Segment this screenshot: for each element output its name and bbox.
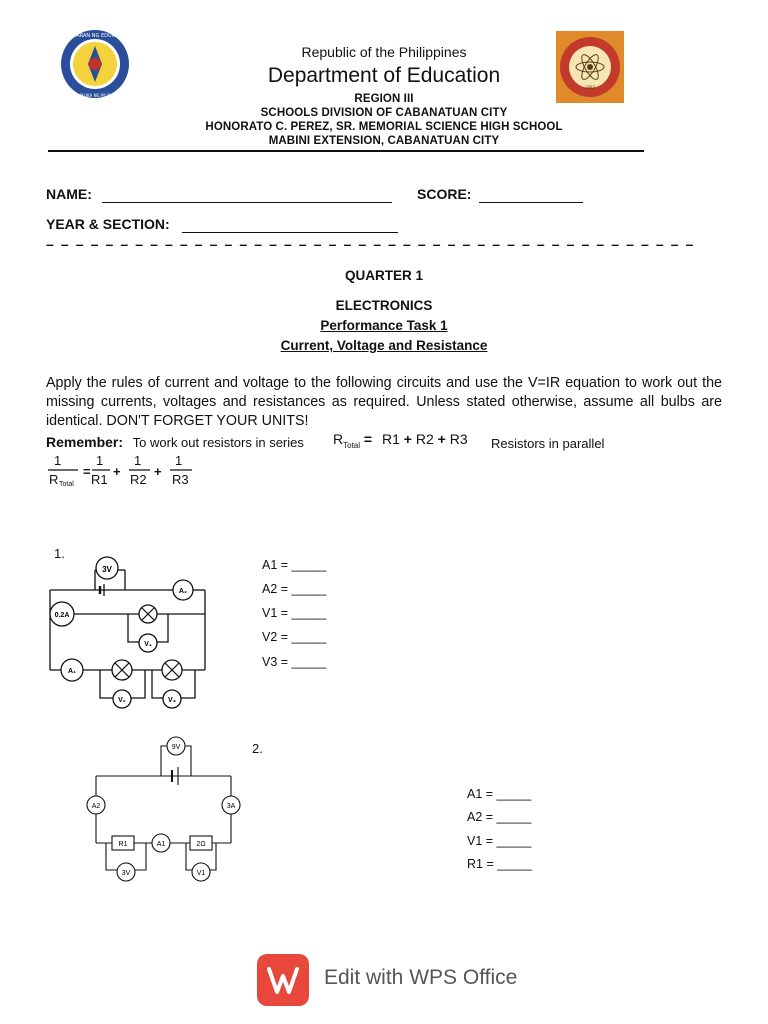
r-total-subscript: Total — [343, 440, 361, 450]
r2-term: R2 — [415, 431, 434, 447]
denominator-r1: R1 — [91, 472, 108, 487]
battery2-label: 9V — [171, 744, 181, 751]
p1-answer-v1: V1 = _____ — [262, 606, 327, 620]
numerator-r1: 1 — [96, 453, 104, 468]
p2-answer-r1: R1 = _____ — [467, 857, 532, 871]
circuit-diagram-1 — [40, 552, 220, 717]
denominator-r3: R3 — [172, 472, 189, 487]
score-field[interactable] — [479, 202, 583, 203]
ammeter2-a2-label: A2 — [91, 803, 101, 810]
school-heading: HONORATO C. PEREZ, SR. MEMORIAL SCIENCE HIGH SCHOOL — [205, 121, 563, 133]
dashed-separator: – – – – – – – – – – – – – – – – – – – – – – – – – – – – – – – – – – – – – – – – – – – – — [46, 236, 696, 252]
r-total-symbol: R — [333, 431, 344, 447]
wps-edit-text: Edit with WPS Office — [324, 966, 518, 989]
year-section-field[interactable] — [182, 232, 398, 233]
r3-term: R3 — [449, 431, 468, 447]
year-section-label: YEAR & SECTION: — [46, 216, 170, 232]
task-title: Performance Task 1 — [320, 318, 448, 333]
ammeter2-a3-label: 3A — [226, 803, 236, 810]
voltmeter2-v1-label: V1 — [196, 870, 206, 877]
remember-line — [46, 434, 304, 450]
plus-sign: + — [403, 431, 412, 447]
subject-title: ELECTRONICS — [335, 298, 433, 313]
name-label: NAME: — [46, 186, 92, 202]
ammeter2-a1-label: A1 — [156, 841, 166, 848]
wps-banner[interactable] — [0, 952, 768, 1008]
r1-term: R1 — [382, 431, 400, 447]
header-divider — [48, 150, 644, 152]
formula-plus: + — [113, 464, 121, 479]
series-formula — [333, 431, 468, 450]
region-heading: REGION III — [354, 93, 414, 105]
division-heading: SCHOOLS DIVISION OF CABANATUAN CITY — [260, 107, 508, 119]
plus-sign: + — [437, 431, 446, 447]
numerator-r2: 1 — [134, 453, 142, 468]
p1-answer-a2: A2 = _____ — [262, 582, 327, 596]
voltmeter-v2-label: V₂ — [118, 697, 126, 704]
denominator-total: R — [49, 472, 59, 487]
ammeter-current-label: 0.2A — [54, 612, 70, 619]
p2-answer-v1: V1 = _____ — [467, 834, 532, 848]
topic-title: Current, Voltage and Resistance — [280, 338, 488, 353]
p2-answer-a2: A2 = _____ — [467, 810, 532, 824]
denominator-r2: R2 — [130, 472, 147, 487]
parallel-text: Resistors in parallel — [491, 436, 605, 451]
battery-label: 3V — [102, 565, 112, 574]
department-heading: Department of Education — [267, 64, 501, 87]
equals-sign: = — [363, 431, 373, 447]
instructions-paragraph: Apply the rules of current and voltage to the following circuits and use the V=IR equation to work out the missing currents, voltages and resistances as required. Unless stated otherwise, assume all bulbs are identical. DON'T FORGET YOUR UNITS! — [46, 375, 722, 429]
republic-heading: Republic of the Philippines — [301, 44, 467, 60]
p1-answer-a1: A1 = _____ — [262, 558, 327, 572]
circuit-diagram-2 — [86, 728, 241, 888]
resistor-r1-label: R1 — [118, 841, 128, 848]
denominator-total-sub: Total — [59, 481, 74, 488]
ammeter-a2-label: A₂ — [178, 588, 188, 595]
formula-plus: + — [154, 464, 162, 479]
voltmeter-v3-label: V₃ — [168, 697, 176, 704]
quarter-title: QUARTER 1 — [344, 268, 423, 283]
resistor-2ohm-label: 2Ω — [196, 841, 206, 848]
numerator-total: 1 — [54, 453, 62, 468]
p1-answer-v3: V3 = _____ — [262, 655, 327, 669]
voltmeter2-3v-label: 3V — [121, 870, 131, 877]
p1-answer-v2: V2 = _____ — [262, 630, 327, 644]
ammeter-a1-label: A₁ — [68, 668, 76, 675]
remember-label: Remember: — [46, 434, 124, 450]
address-heading: MABINI EXTENSION, CABANATUAN CITY — [268, 135, 500, 147]
name-field[interactable] — [102, 202, 392, 203]
seal-subtext: REPUBLIKA NG PILIPINAS — [70, 93, 120, 98]
formula-equals: = — [83, 464, 91, 479]
score-label: SCORE: — [417, 186, 472, 202]
seal-text: KAGAWARAN NG EDUKASYON — [58, 33, 132, 39]
series-text: To work out resistors in series — [132, 435, 304, 450]
problem2-number: 2. — [252, 741, 263, 756]
parallel-formula — [46, 452, 206, 490]
p2-answer-a1: A1 = _____ — [467, 787, 532, 801]
wps-logo-icon — [257, 954, 309, 1006]
numerator-r3: 1 — [175, 453, 183, 468]
seal-year: 1983 — [584, 85, 596, 90]
problem1-number: 1. — [54, 546, 65, 561]
voltmeter-v1-label: V₁ — [144, 641, 152, 648]
